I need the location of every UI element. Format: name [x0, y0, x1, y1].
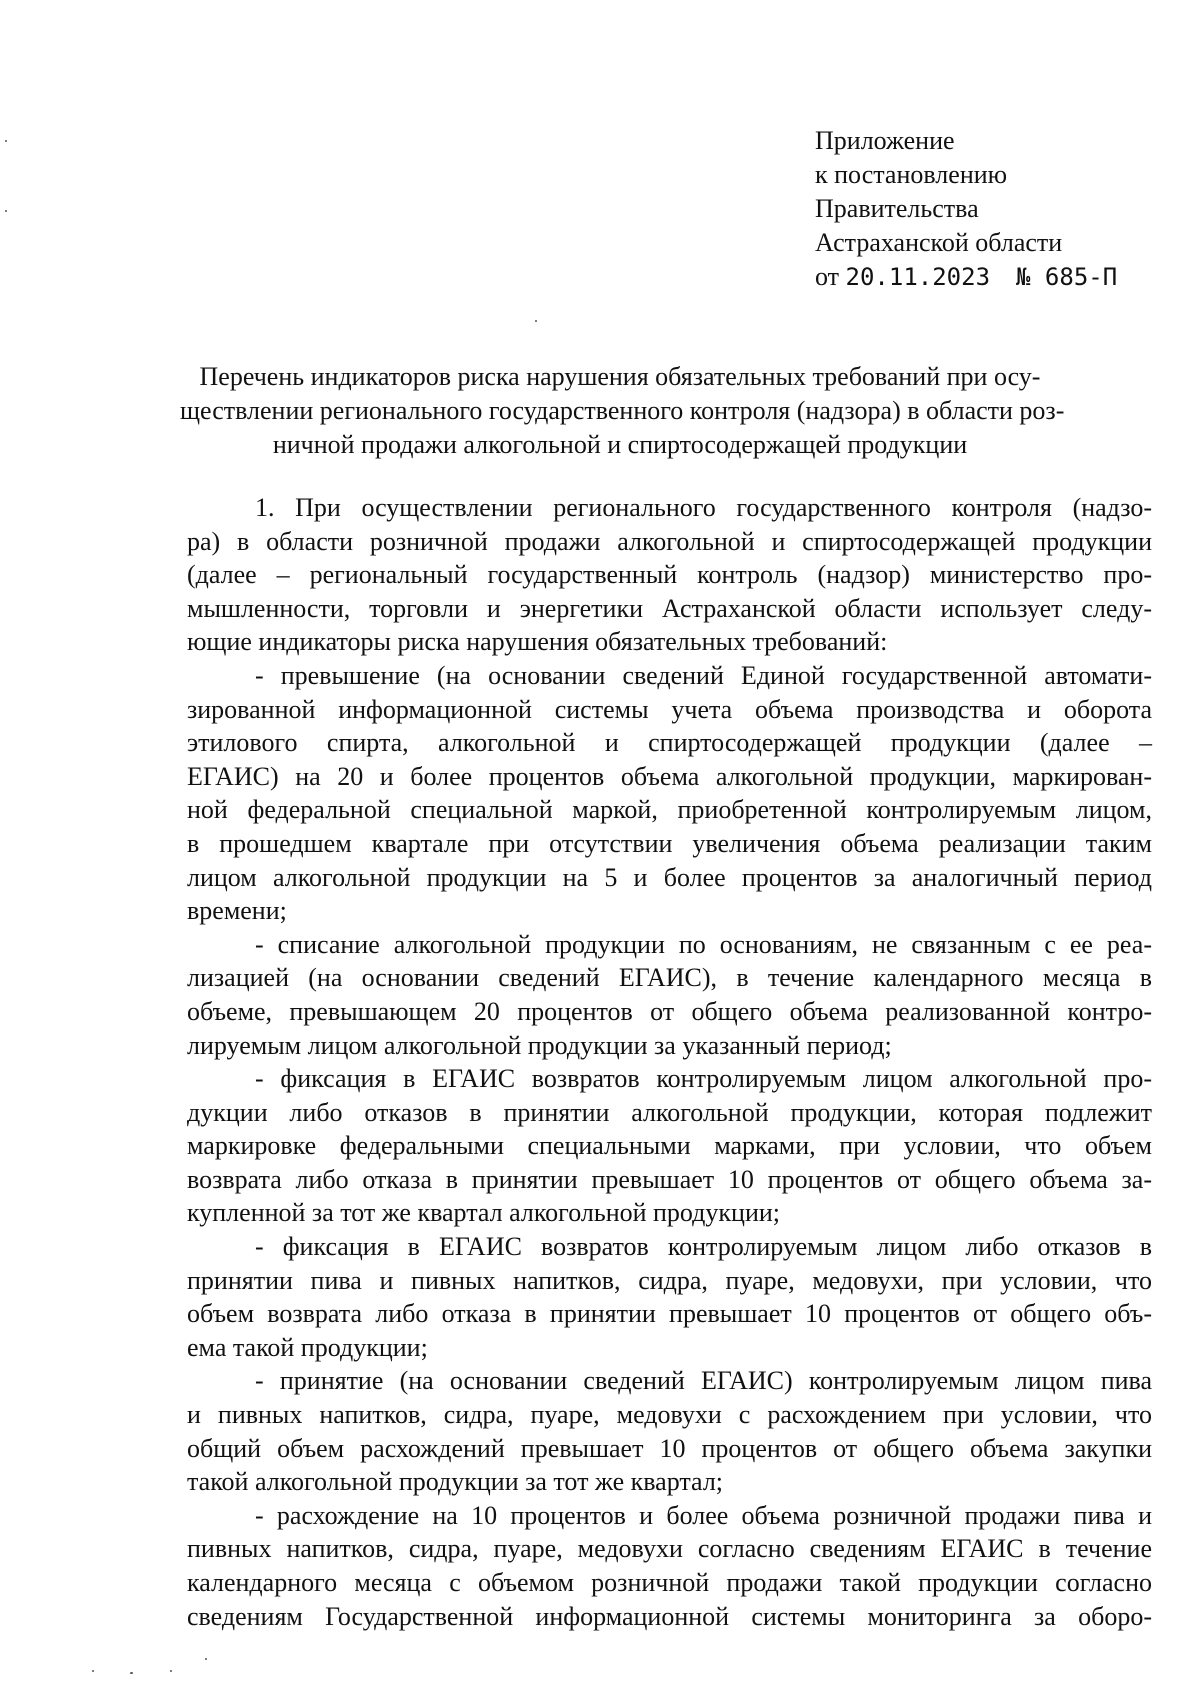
- scan-speck: [92, 1670, 94, 1672]
- body-line: - принятие (на основании сведений ЕГАИС) контролируемым лицом пива: [255, 1366, 1152, 1396]
- body-line: купленной за тот же квартал алкогольной продукции;: [187, 1198, 781, 1228]
- body-line: 1. При осуществлении регионального государственного контроля (надзо-: [255, 493, 1152, 522]
- appendix-line: Астраханской области: [815, 228, 1063, 257]
- title-line: ничной продажи алкогольной и спиртосодержащей продукции: [272, 430, 968, 459]
- body-line: - фиксация в ЕГАИС возвратов контролируемым лицом алкогольной про-: [255, 1064, 1152, 1094]
- body-line: - фиксация в ЕГАИС возвратов контролируемым лицом либо отказов в: [255, 1232, 1152, 1262]
- scan-speck: [535, 320, 537, 322]
- body-line: маркировке федеральными специальными марками, при условии, что объем: [187, 1131, 1152, 1161]
- body-line: ЕГАИС) на 20 и более процентов объема алкогольной продукции, маркирован-: [187, 761, 1152, 791]
- body-line: ной федеральной специальной маркой, приобретенной контролируемым лицом,: [187, 795, 1152, 825]
- document-number: № 685-П: [1016, 263, 1118, 291]
- body-line: такой алкогольной продукции за тот же квартал;: [187, 1467, 724, 1497]
- body-line: принятии пива и пивных напитков, сидра, пуаре, медовухи, при условии, что: [187, 1265, 1152, 1295]
- appendix-line: Приложение: [815, 126, 955, 155]
- appendix-block: [815, 124, 1155, 294]
- scan-speck: [130, 1672, 133, 1674]
- body-line: календарного месяца с объемом розничной продажи такой продукции согласно: [187, 1568, 1152, 1597]
- body-line: дукции либо отказов в принятии алкогольной продукции, которая подлежит: [187, 1097, 1152, 1127]
- body-line: времени;: [187, 896, 287, 926]
- body-line: - списание алкогольной продукции по основаниям, не связанным с ее реа-: [255, 929, 1152, 959]
- body-line: зированной информационной системы учета объема производства и оборота: [187, 694, 1152, 724]
- title-line: ществлении регионального государственного контроля (надзора) в области роз-: [180, 396, 1065, 425]
- body-line: сведениям Государственной информационной системы мониторинга за оборо-: [187, 1601, 1152, 1631]
- body-line: лицом алкогольной продукции на 5 и более процентов за аналогичный период: [187, 862, 1152, 892]
- body-line: ема такой продукции;: [187, 1332, 428, 1362]
- date-prefix: от: [815, 262, 840, 291]
- appendix-line: Правительства: [815, 194, 979, 223]
- scan-speck: [205, 1658, 207, 1660]
- body-line: - расхождение на 10 процентов и более объема розничной продажи пива и: [255, 1500, 1152, 1530]
- body-line: и пивных напитков, сидра, пуаре, медовухи с расхождением при условии, что: [187, 1400, 1152, 1430]
- body-line: (далее – региональный государственный контроль (надзор) министерство про-: [187, 560, 1152, 590]
- body-line: ра) в области розничной продажи алкогольной и спиртосодержащей продукции: [187, 526, 1152, 556]
- scan-speck: [5, 140, 7, 142]
- body-line: мышленности, торговли и энергетики Астраханской области использует следу-: [187, 593, 1152, 623]
- scan-speck: [170, 1670, 172, 1672]
- body-line: ющие индикаторы риска нарушения обязательных требований:: [187, 627, 888, 657]
- document-body: [187, 491, 1152, 1633]
- body-line: объеме, превышающем 20 процентов от общего объема реализованной контро-: [187, 996, 1152, 1026]
- appendix-line: к постановлению: [815, 160, 1008, 189]
- body-line: в прошедшем квартале при отсутствии увеличения объема реализации таким: [187, 828, 1152, 858]
- body-line: этилового спирта, алкогольной и спиртосодержащей продукции (далее –: [187, 728, 1152, 758]
- document-date: 20.11.2023: [845, 263, 991, 291]
- body-line: общий объем расхождений превышает 10 процентов от общего объема закупки: [187, 1433, 1152, 1463]
- body-line: возврата либо отказа в принятии превышает 10 процентов от общего объема за-: [187, 1164, 1152, 1194]
- body-line: лизацией (на основании сведений ЕГАИС), в течение календарного месяца в: [187, 963, 1152, 993]
- document-title: [180, 360, 1065, 462]
- body-line: пивных напитков, сидра, пуаре, медовухи согласно сведениям ЕГАИС в течение: [187, 1534, 1152, 1564]
- scan-speck: [5, 210, 7, 212]
- title-line: Перечень индикаторов риска нарушения обязательных требований при осу-: [199, 362, 1041, 391]
- appendix-date-line: [815, 260, 1155, 294]
- body-line: - превышение (на основании сведений Единой государственной автомати-: [255, 660, 1152, 690]
- body-line: объем возврата либо отказа в принятии превышает 10 процентов от общего объ-: [187, 1299, 1152, 1329]
- body-line: лируемым лицом алкогольной продукции за указанный период;: [187, 1030, 892, 1060]
